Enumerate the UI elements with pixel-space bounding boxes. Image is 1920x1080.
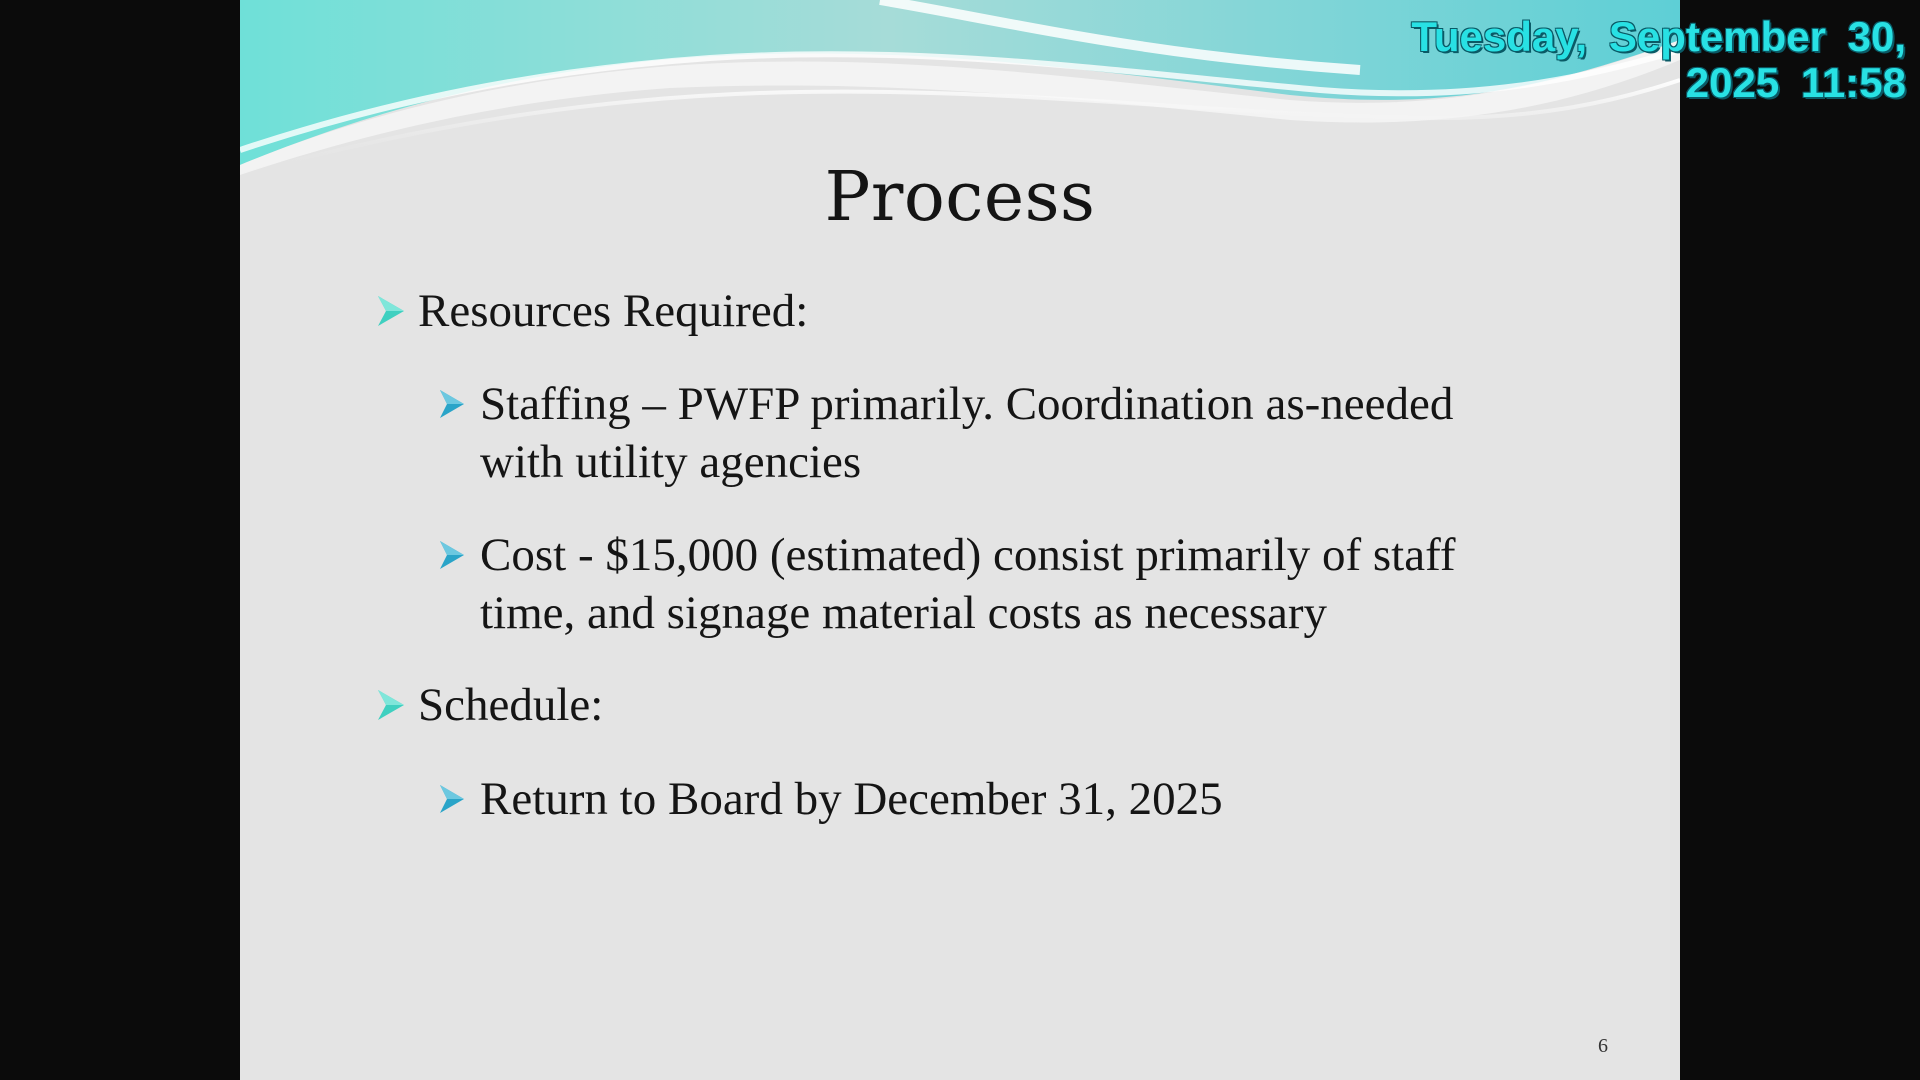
- slide-page-number: 6: [1598, 1035, 1608, 1057]
- bullet-staffing: [438, 375, 1538, 491]
- bullet-text: Schedule:: [418, 679, 604, 731]
- broadcast-timestamp: [1411, 14, 1906, 106]
- slide-title: Process: [824, 158, 1096, 237]
- arrowhead-bullet-icon: [438, 526, 470, 584]
- bullet-text: Cost - $15,000 (estimated) consist primarily of staff time, and signage material costs as necessary: [480, 529, 1456, 639]
- bullet-return-to-board: [438, 770, 1538, 828]
- arrowhead-bullet-icon: [376, 676, 408, 734]
- presentation-slide: [240, 0, 1680, 1080]
- bullet-cost: [438, 526, 1538, 642]
- timestamp-date: Tuesday, September 30,: [1411, 13, 1906, 60]
- bullet-text: Resources Required:: [418, 285, 809, 337]
- arrowhead-bullet-icon: [438, 375, 470, 433]
- bullet-schedule: [376, 676, 1526, 734]
- arrowhead-bullet-icon: [438, 770, 470, 828]
- bullet-text: Staffing – PWFP primarily. Coordination as-needed with utility agencies: [480, 378, 1454, 488]
- bullet-text: Return to Board by December 31, 2025: [480, 773, 1223, 825]
- timestamp-time: 2025 11:58: [1685, 59, 1906, 106]
- bullet-resources-required: [376, 282, 1526, 340]
- arrowhead-bullet-icon: [376, 282, 408, 340]
